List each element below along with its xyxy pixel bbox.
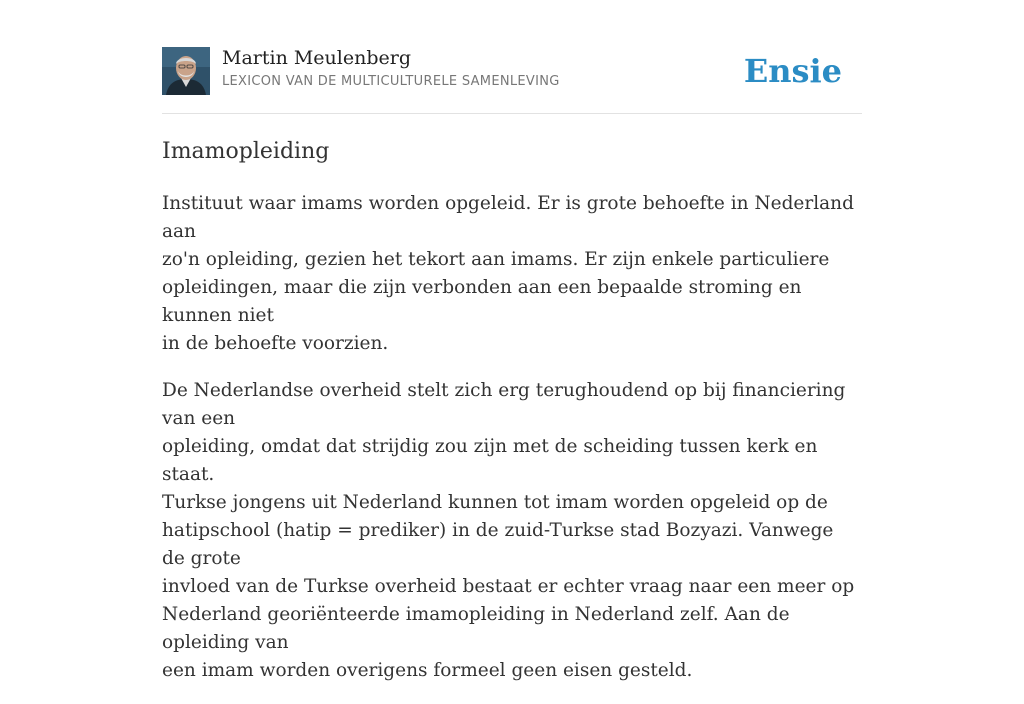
author-portrait-icon [162, 47, 210, 95]
ensie-logo[interactable]: Ensie [743, 52, 842, 90]
author-avatar[interactable] [162, 47, 210, 95]
author-name[interactable]: Martin Meulenberg [222, 47, 411, 69]
paragraph-line: invloed van de Turkse overheid bestaat er echter vraag naar een meer op [162, 576, 855, 597]
lexicon-name[interactable]: LEXICON VAN DE MULTICULTURELE SAMENLEVING [222, 74, 560, 89]
paragraph-line: opleidingen, maar die zijn verbonden aan een bepaalde stroming en kunnen niet [162, 277, 802, 326]
paragraph-line: Nederland georiënteerde imamopleiding in Nederland zelf. Aan de opleiding van [162, 604, 790, 653]
paragraph-line: in de behoefte voorzien. [162, 333, 389, 354]
paragraph-line: een imam worden overigens formeel geen eisen gesteld. [162, 660, 693, 681]
paragraph-line: hatipschool (hatip = prediker) in de zuid-Turkse stad Bozyazi. Vanwege de grote [162, 520, 834, 569]
paragraph-line: De Nederlandse overheid stelt zich erg terughoudend op bij financiering van een [162, 380, 846, 429]
header [162, 46, 862, 96]
paragraph-line: opleiding, omdat dat strijdig zou zijn met de scheiding tussen kerk en staat. [162, 436, 818, 485]
paragraph-line: Turkse jongens uit Nederland kunnen tot imam worden opgeleid op de [162, 492, 828, 513]
article-title: Imamopleiding [162, 139, 330, 164]
paragraph-line: zo'n opleiding, gezien het tekort aan imams. Er zijn enkele particuliere [162, 249, 830, 270]
article-body [162, 190, 862, 704]
article-paragraph [162, 190, 862, 358]
paragraph-line: Instituut waar imams worden opgeleid. Er is grote behoefte in Nederland aan [162, 193, 854, 242]
header-divider [162, 113, 862, 114]
article-paragraph [162, 377, 862, 685]
